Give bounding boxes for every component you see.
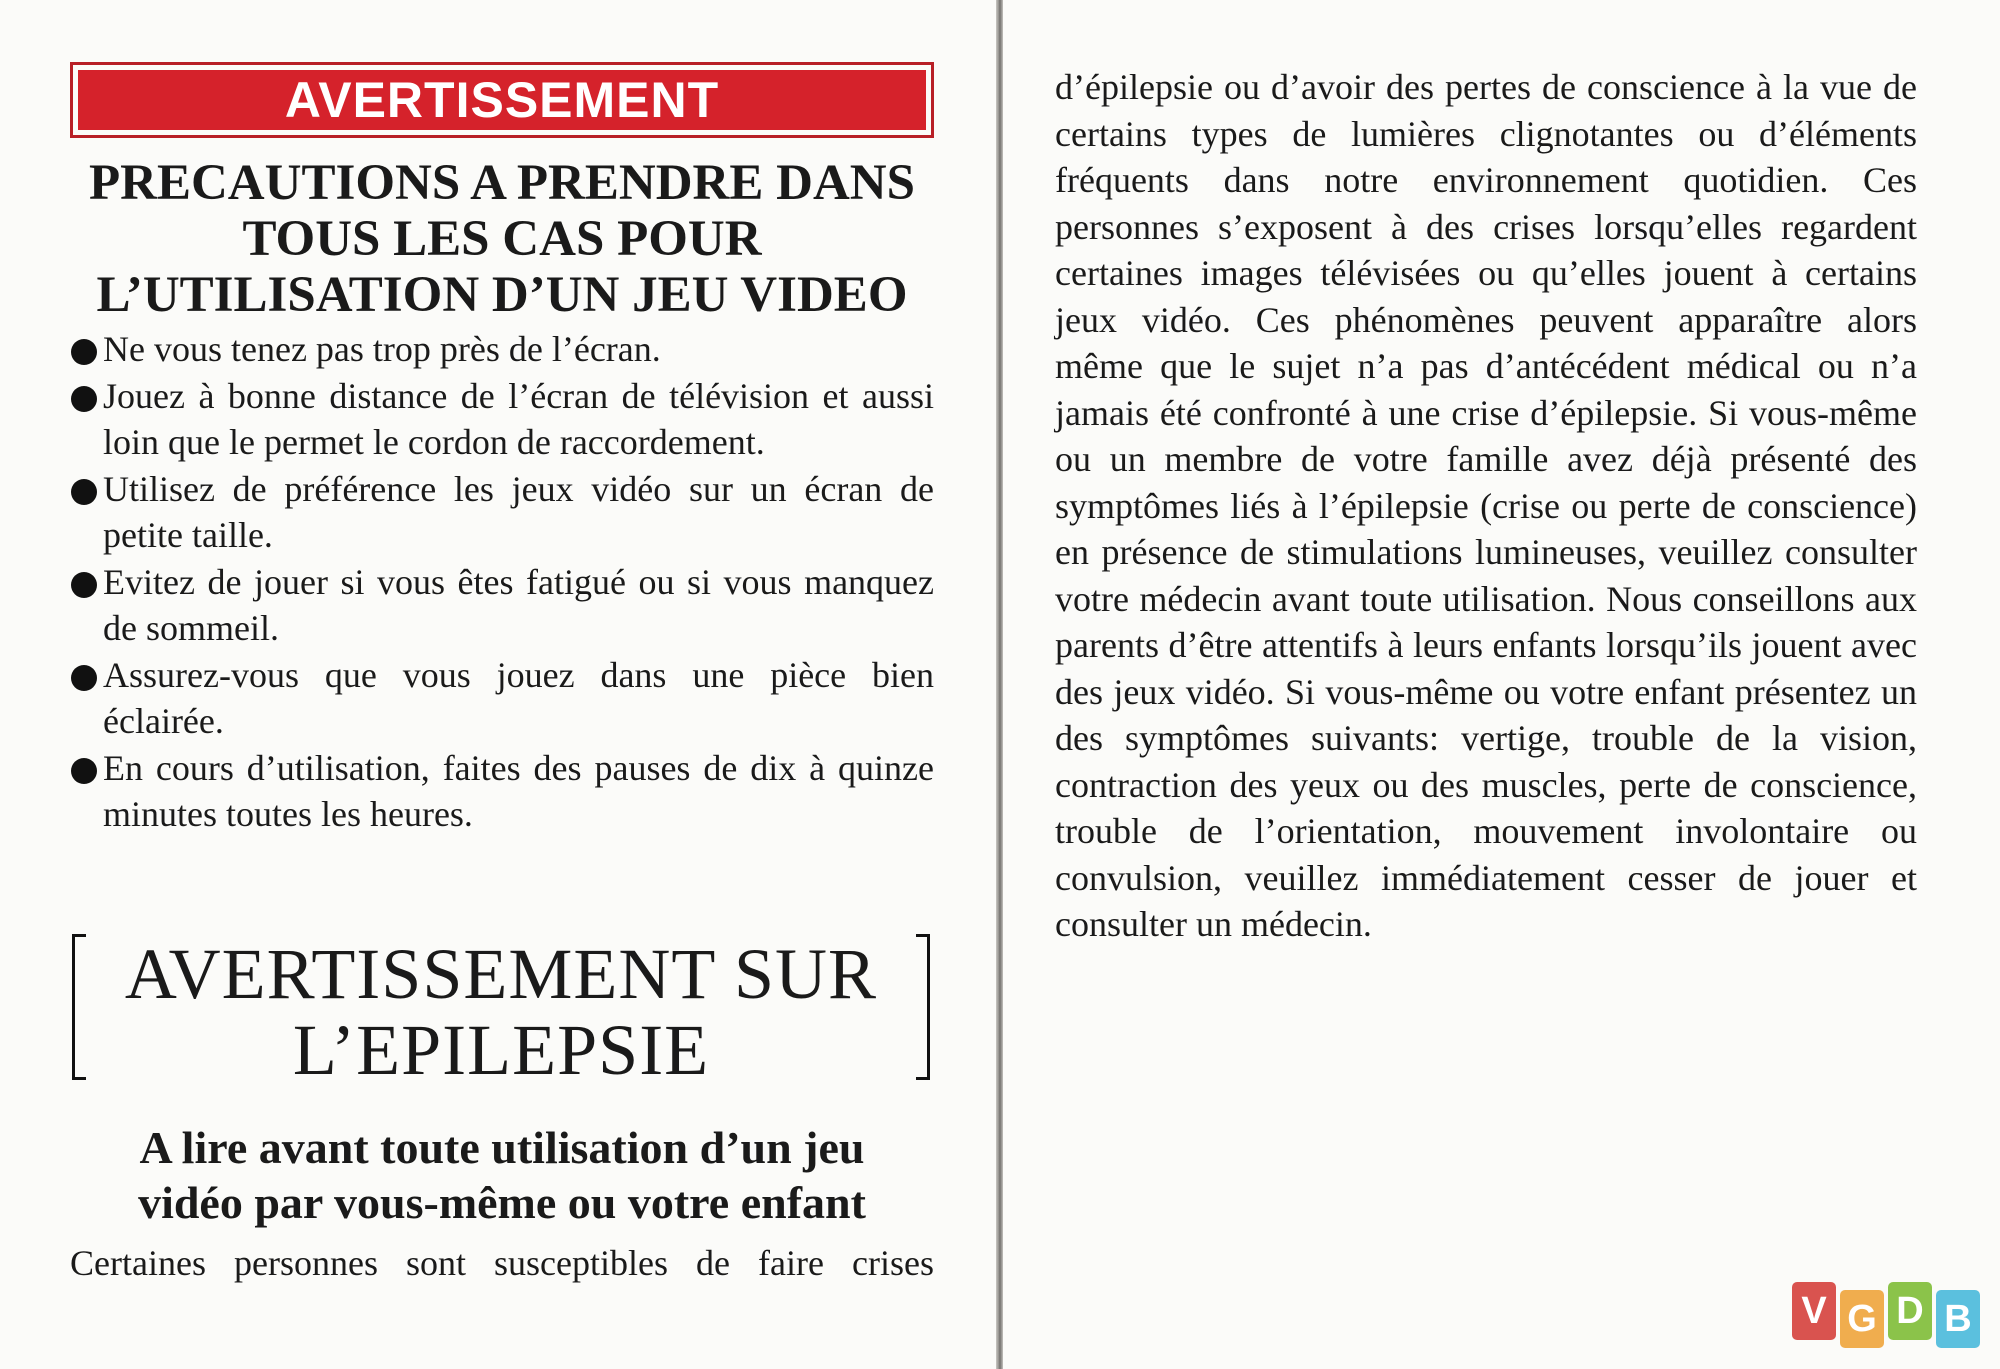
epilepsy-title (90, 936, 912, 1088)
epilepsy-subtitle-line: A lire avant toute utilisation d’un jeu (139, 1122, 865, 1173)
bullet-icon (71, 665, 97, 691)
precaution-text: Evitez de jouer si vous êtes fatigué ou si vous manquez de sommeil. (103, 561, 934, 648)
precaution-text: Assurez-vous que vous jouez dans une pièce bien éclairée. (103, 654, 934, 741)
precaution-item (70, 745, 934, 838)
epilepsy-subtitle (60, 1120, 944, 1230)
bullet-icon (71, 758, 97, 784)
epilepsy-heading-box (72, 934, 930, 1090)
epilepsy-body-continued: d’épilepsie ou d’avoir des pertes de conscience à la vue de certains types de lumières clignotantes ou d’éléments fréquents dans notre environnement quotidien. Ces personnes s’exposent à des crises lorsqu’elles regardent certaines images télévisées ou qu’elles jouent à certains jeux vidéo. Ces phénomènes peuvent apparaître alors même que le sujet n’a pas d’antécédent médical ou n’a jamais été confronté à une crise d’épilepsie. Si vous-même ou un membre de votre famille avez déjà présenté des symptômes liés à l’épilepsie (crise ou perte de conscience) en présence de stimulations lumineuses, veuillez consulter votre médecin avant toute utilisation. Nous conseillons aux parents d’être attentifs à leurs enfants lorsqu’ils jouent avec des jeux vidéo. Si vous-même ou votre enfant présentez un des symptômes suivants: vertige, trouble de la vision, contraction des yeux ou des muscles, perte de conscience, trouble de l’orientation, mouvement involontaire ou convulsion, veuillez immédiatement cesser de jouer et consulter un médecin. (1055, 67, 1917, 944)
vgdb-letter-icon: D (1888, 1282, 1932, 1340)
vgdb-letter-icon: V (1792, 1282, 1836, 1340)
epilepsy-body-start: Certaines personnes sont susceptibles de faire crises (70, 1243, 934, 1283)
precaution-text: En cours d’utilisation, faites des pauses de dix à quinze minutes toutes les heures. (103, 747, 934, 834)
precaution-text: Ne vous tenez pas trop près de l’écran. (103, 329, 661, 369)
right-bracket-icon (916, 934, 930, 1080)
left-page (0, 0, 996, 1369)
precautions-title-line: L’UTILISATION D’UN JEU VIDEO (96, 267, 908, 323)
precaution-item (70, 326, 934, 373)
precautions-title-line: PRECAUTIONS A PRENDRE DANS (88, 155, 916, 211)
vgdb-letter-icon: B (1936, 1290, 1980, 1348)
bullet-icon (71, 386, 97, 412)
epilepsy-title-line: L’EPILEPSIE (292, 1010, 710, 1090)
precautions-title (60, 155, 944, 323)
precaution-item (70, 466, 934, 559)
left-bracket-icon (72, 934, 86, 1080)
precaution-item (70, 652, 934, 745)
precaution-item (70, 373, 934, 466)
precaution-text: Jouez à bonne distance de l’écran de télévision et aussi loin que le permet le cordon de raccordement. (103, 375, 934, 462)
epilepsy-title-line: AVERTISSEMENT SUR (124, 934, 878, 1014)
bullet-icon (71, 339, 97, 365)
page-gutter (996, 0, 1003, 1369)
warning-banner-label: AVERTISSEMENT (284, 72, 720, 128)
warning-banner (70, 62, 934, 138)
precautions-list (70, 326, 934, 838)
precautions-title-line: TOUS LES CAS POUR (242, 211, 762, 267)
bullet-icon (71, 479, 97, 505)
epilepsy-subtitle-line: vidéo par vous-même ou votre enfant (138, 1177, 866, 1228)
precaution-item (70, 559, 934, 652)
vgdb-watermark-logo (1792, 1282, 1984, 1348)
bullet-icon (71, 572, 97, 598)
precaution-text: Utilisez de préférence les jeux vidéo sur un écran de petite taille. (103, 468, 934, 555)
vgdb-letter-icon: G (1840, 1290, 1884, 1348)
